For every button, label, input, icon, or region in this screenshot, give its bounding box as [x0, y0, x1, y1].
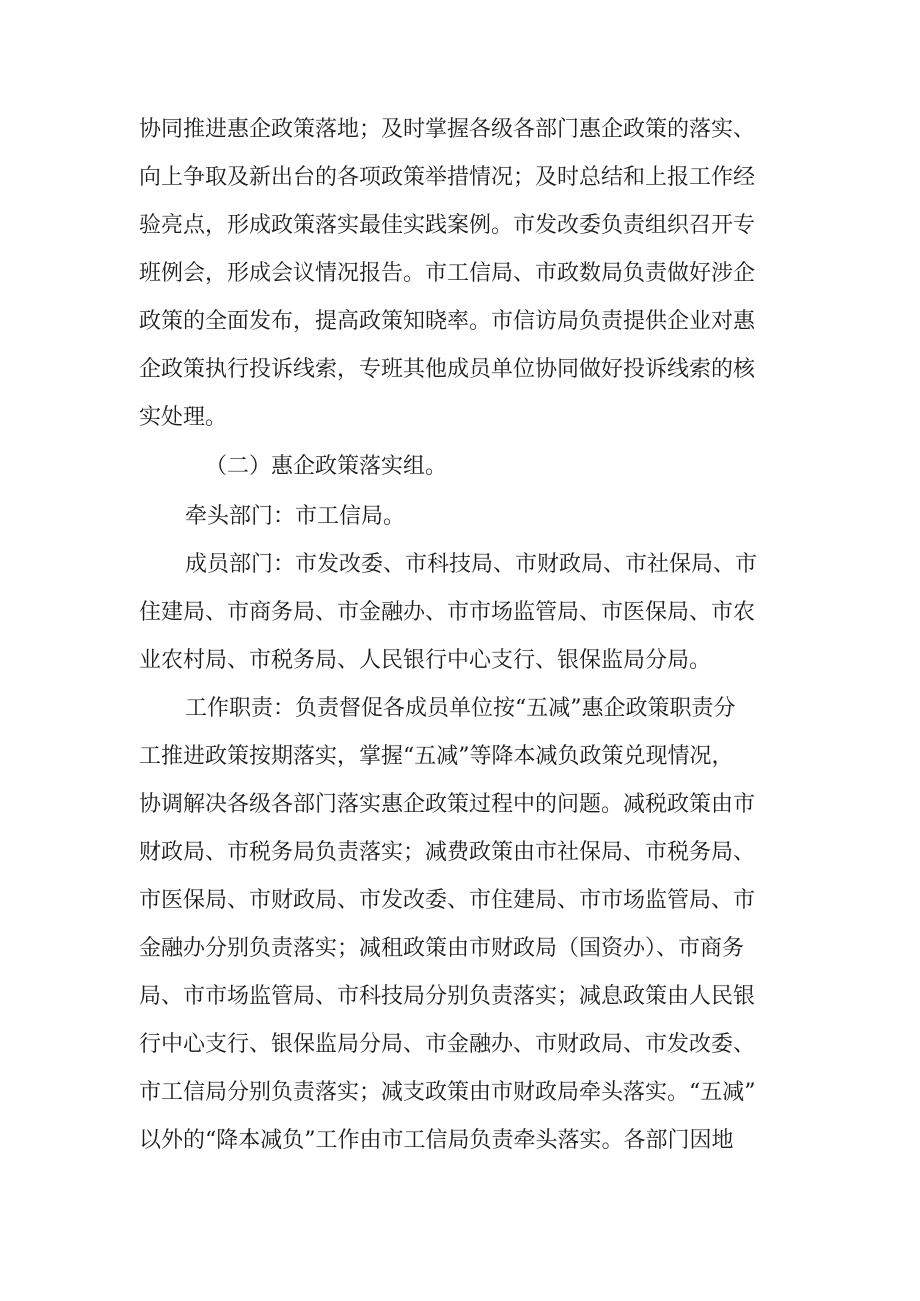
paragraph-line: 市工信局分别负责落实；减支政策由市财政局牵头落实。“五减” [139, 1080, 756, 1105]
paragraph-line: 验亮点，形成政策落实最佳实践案例。市发改委负责组织召开专 [139, 213, 756, 238]
paragraph-line: 市医保局、市财政局、市发改委、市住建局、市市场监管局、市 [139, 888, 756, 913]
paragraph-line: 财政局、市税务局负责落实；减费政策由市社保局、市税务局、 [139, 840, 756, 865]
paragraph-line: 向上争取及新出台的各项政策举措情况；及时总结和上报工作经 [139, 165, 756, 190]
paragraph-line: 协调解决各级各部门落实惠企政策过程中的问题。减税政策由市 [139, 792, 756, 817]
duties-line: 工作职责：负责督促各成员单位按“五减”惠企政策职责分 [185, 696, 736, 721]
paragraph-line: 以外的“降本减负”工作由市工信局负责牵头落实。各部门因地 [139, 1128, 734, 1153]
paragraph-line: 金融办分别负责落实；减租政策由市财政局（国资办）、市商务 [139, 936, 745, 961]
paragraph-line: 实处理。 [139, 405, 228, 430]
paragraph-line: 工推进政策按期落实，掌握“五减”等降本减负政策兑现情况， [139, 744, 734, 769]
lead-department-line: 牵头部门：市工信局。 [185, 504, 406, 529]
member-departments-line: 成员部门：市发改委、市科技局、市财政局、市社保局、市 [185, 552, 758, 577]
paragraph-line: 政策的全面发布，提高政策知晓率。市信访局负责提供企业对惠 [139, 309, 756, 334]
section-heading: （二）惠企政策落实组。 [205, 454, 448, 479]
paragraph-line: 业农村局、市税务局、人民银行中心支行、银保监局分局。 [139, 648, 712, 673]
paragraph-line: 协同推进惠企政策落地；及时掌握各级各部门惠企政策的落实、 [139, 117, 756, 142]
paragraph-line: 局、市市场监管局、市科技局分别负责落实；减息政策由人民银 [139, 984, 756, 1009]
paragraph-line: 住建局、市商务局、市金融办、市市场监管局、市医保局、市农 [139, 600, 756, 625]
paragraph-line: 班例会，形成会议情况报告。市工信局、市政数局负责做好涉企 [139, 261, 756, 286]
paragraph-line: 企政策执行投诉线索，专班其他成员单位协同做好投诉线索的核 [139, 357, 756, 382]
paragraph-line: 行中心支行、银保监局分局、市金融办、市财政局、市发改委、 [139, 1032, 756, 1057]
